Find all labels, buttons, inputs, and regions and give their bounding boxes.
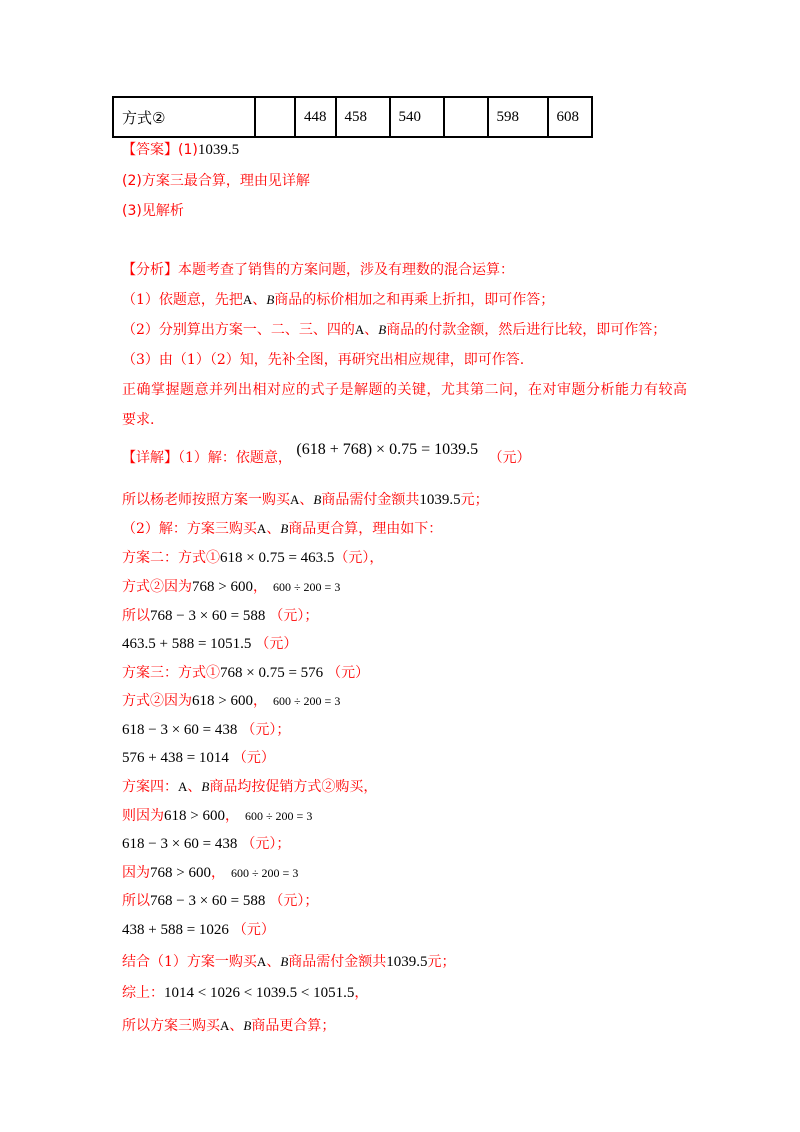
detail-text: 元；	[460, 492, 489, 508]
detail-text: （元），	[334, 550, 384, 566]
unit-yuan: （元）	[488, 450, 531, 466]
detail-text: ，	[252, 693, 267, 709]
table-cell: 448	[295, 97, 336, 137]
detail-small-equation: 600 ÷ 200 = 3	[272, 694, 341, 708]
detail-line-9	[122, 691, 340, 711]
detail-line-11	[122, 748, 275, 768]
analysis-tag: 【分析】	[122, 262, 178, 278]
detail-text: 综上：	[122, 985, 164, 1001]
detail-text: ，	[354, 985, 369, 1001]
detail-line-8	[122, 663, 369, 683]
answer-1-value: 1039.5	[197, 142, 240, 158]
detail-text: 所以杨老师按照方案一购买	[122, 492, 290, 508]
detail-equation: 463.5 + 588 = 1051.5	[122, 636, 252, 652]
analysis-text: 商品的付款金额，然后进行比较，即可作答；	[386, 322, 667, 338]
detail-line-6	[122, 606, 318, 626]
symbol-b: B	[243, 1018, 252, 1033]
detail-line-4	[122, 548, 383, 568]
detail-text: 方式②因为	[122, 579, 192, 595]
detail-line-15	[122, 863, 298, 883]
analysis-intro-text: 本题考查了销售的方案问题，涉及有理数的混合运算：	[178, 262, 514, 278]
detail-text: （元）	[255, 636, 298, 652]
detail-line-14	[122, 834, 290, 854]
detail-line-18	[122, 952, 456, 972]
detail-text: （元）	[327, 665, 370, 681]
table-row	[113, 97, 592, 137]
symbol-b: B	[313, 492, 322, 507]
symbol-a: A	[256, 521, 267, 536]
detail-text: 方式②因为	[122, 693, 192, 709]
detail-text: 结合（1）方案一购买	[122, 954, 257, 970]
detail-small-equation: 600 ÷ 200 = 3	[272, 580, 341, 594]
detail-line-16	[122, 891, 318, 911]
detail-text: 所以方案三购买	[122, 1018, 220, 1034]
analysis-text: （1）依题意，先把	[122, 292, 243, 308]
table-cell: 598	[488, 97, 548, 137]
answer-line-3: (3)见解析	[122, 203, 184, 219]
detail-equation: 768 > 600	[192, 579, 253, 595]
detail-equation: 618 × 0.75 = 463.5	[220, 550, 335, 566]
answer-line-1	[122, 140, 239, 160]
analysis-point-4: 正确掌握题意并列出相对应的式子是解题的关键，尤其第二问，在对审题分析能力有较高	[122, 382, 688, 398]
detail-line-20	[122, 1016, 335, 1036]
table-row-label: 方式②	[113, 97, 255, 137]
symbol-a: A	[242, 292, 253, 307]
detail-text: 方案四：	[122, 779, 178, 795]
detail-value: 1039.5	[386, 954, 428, 970]
detail-line-5	[122, 577, 340, 597]
detail-text: 元；	[427, 954, 456, 970]
symbol-b: B	[378, 322, 387, 337]
detail-text: （1）解：依题意，	[178, 450, 292, 466]
answer-tag: 【答案】	[122, 142, 178, 158]
detail-line-13	[122, 806, 312, 826]
detail-equation: 618 > 600	[192, 693, 253, 709]
detail-text: 方案二：方式①	[122, 550, 220, 566]
analysis-intro	[122, 260, 514, 280]
detail-equation: 438 + 588 = 1026	[122, 922, 229, 938]
table-cell: 540	[390, 97, 444, 137]
symbol-sep: 、	[252, 292, 267, 308]
detail-text: 商品需付金额共	[321, 492, 420, 508]
detail-text: 方案三：方式①	[122, 665, 220, 681]
detail-equation: 768 × 0.75 = 576	[220, 665, 324, 681]
symbol-b: B	[266, 292, 275, 307]
detail-text: （元）；	[269, 893, 319, 909]
detail-equation: 1014 < 1026 < 1039.5 < 1051.5	[164, 985, 355, 1001]
symbol-b: B	[280, 954, 289, 969]
analysis-text: 商品的标价相加之和再乘上折扣，即可作答；	[274, 292, 555, 308]
detail-line-1	[122, 441, 531, 468]
detail-text: （元）；	[241, 836, 291, 852]
symbol-a: A	[178, 779, 188, 794]
analysis-text: （2）分别算出方案一、二、三、四的	[122, 322, 355, 338]
detail-tag: 【详解】	[122, 450, 178, 466]
detail-line-10	[122, 720, 290, 740]
detail-text: （元）	[232, 750, 275, 766]
symbol-sep: 、	[187, 779, 202, 795]
detail-text: （2）解：方案三购买	[122, 521, 257, 537]
detail-equation: (618 + 768) × 0.75 = 1039.5	[296, 441, 479, 458]
symbol-b: B	[201, 779, 210, 794]
analysis-point-3: （3）由（1）（2）知，先补全图，再研究出相应规律，即可作答.	[122, 352, 525, 368]
symbol-a: A	[220, 1018, 230, 1033]
detail-text: ，	[252, 579, 267, 595]
detail-text: ，	[210, 865, 225, 881]
detail-line-12	[122, 777, 377, 797]
detail-equation: 768 − 3 × 60 = 588	[150, 893, 266, 909]
detail-text: 商品更合算；	[251, 1018, 336, 1034]
detail-text: 则因为	[122, 808, 164, 824]
table-cell: 608	[548, 97, 592, 137]
detail-text: （元）；	[241, 722, 291, 738]
detail-line-3	[122, 519, 442, 539]
symbol-sep: 、	[364, 322, 379, 338]
detail-text: ，	[224, 808, 239, 824]
analysis-point-1	[122, 290, 554, 310]
symbol-sep: 、	[266, 954, 281, 970]
table-cell	[444, 97, 488, 137]
detail-equation: 618 − 3 × 60 = 438	[122, 836, 238, 852]
symbol-a: A	[354, 322, 365, 337]
detail-value: 1039.5	[419, 492, 461, 508]
analysis-point-2	[122, 320, 666, 340]
detail-text: （元）	[232, 922, 275, 938]
detail-line-7	[122, 634, 297, 654]
detail-text: 所以	[122, 893, 150, 909]
detail-text: （元）；	[269, 608, 319, 624]
detail-equation: 618 > 600	[164, 808, 225, 824]
detail-line-17	[122, 920, 275, 940]
detail-equation: 618 − 3 × 60 = 438	[122, 722, 238, 738]
detail-line-19	[122, 983, 368, 1003]
detail-text: 商品需付金额共	[288, 954, 387, 970]
symbol-b: B	[280, 521, 289, 536]
detail-text: 商品均按促销方式②购买，	[209, 779, 378, 795]
detail-line-2	[122, 490, 489, 510]
pricing-table	[112, 96, 593, 138]
detail-equation: 768 > 600	[150, 865, 211, 881]
detail-text: 所以	[122, 608, 150, 624]
detail-text: 商品更合算，理由如下：	[288, 521, 443, 537]
symbol-a: A	[290, 492, 300, 507]
detail-small-equation: 600 ÷ 200 = 3	[244, 809, 313, 823]
symbol-sep: 、	[266, 521, 281, 537]
detail-equation: 576 + 438 = 1014	[122, 750, 229, 766]
detail-equation: 768 − 3 × 60 = 588	[150, 608, 266, 624]
symbol-sep: 、	[299, 492, 314, 508]
detail-small-equation: 600 ÷ 200 = 3	[230, 866, 299, 880]
symbol-a: A	[256, 954, 267, 969]
table-cell: 458	[336, 97, 390, 137]
symbol-sep: 、	[229, 1018, 244, 1034]
table-cell	[255, 97, 295, 137]
detail-text: 因为	[122, 865, 150, 881]
analysis-point-5: 要求.	[122, 412, 155, 428]
answer-line-2: (2)方案三最合算，理由见详解	[122, 173, 310, 189]
answer-1-prefix: (1)	[178, 142, 198, 158]
